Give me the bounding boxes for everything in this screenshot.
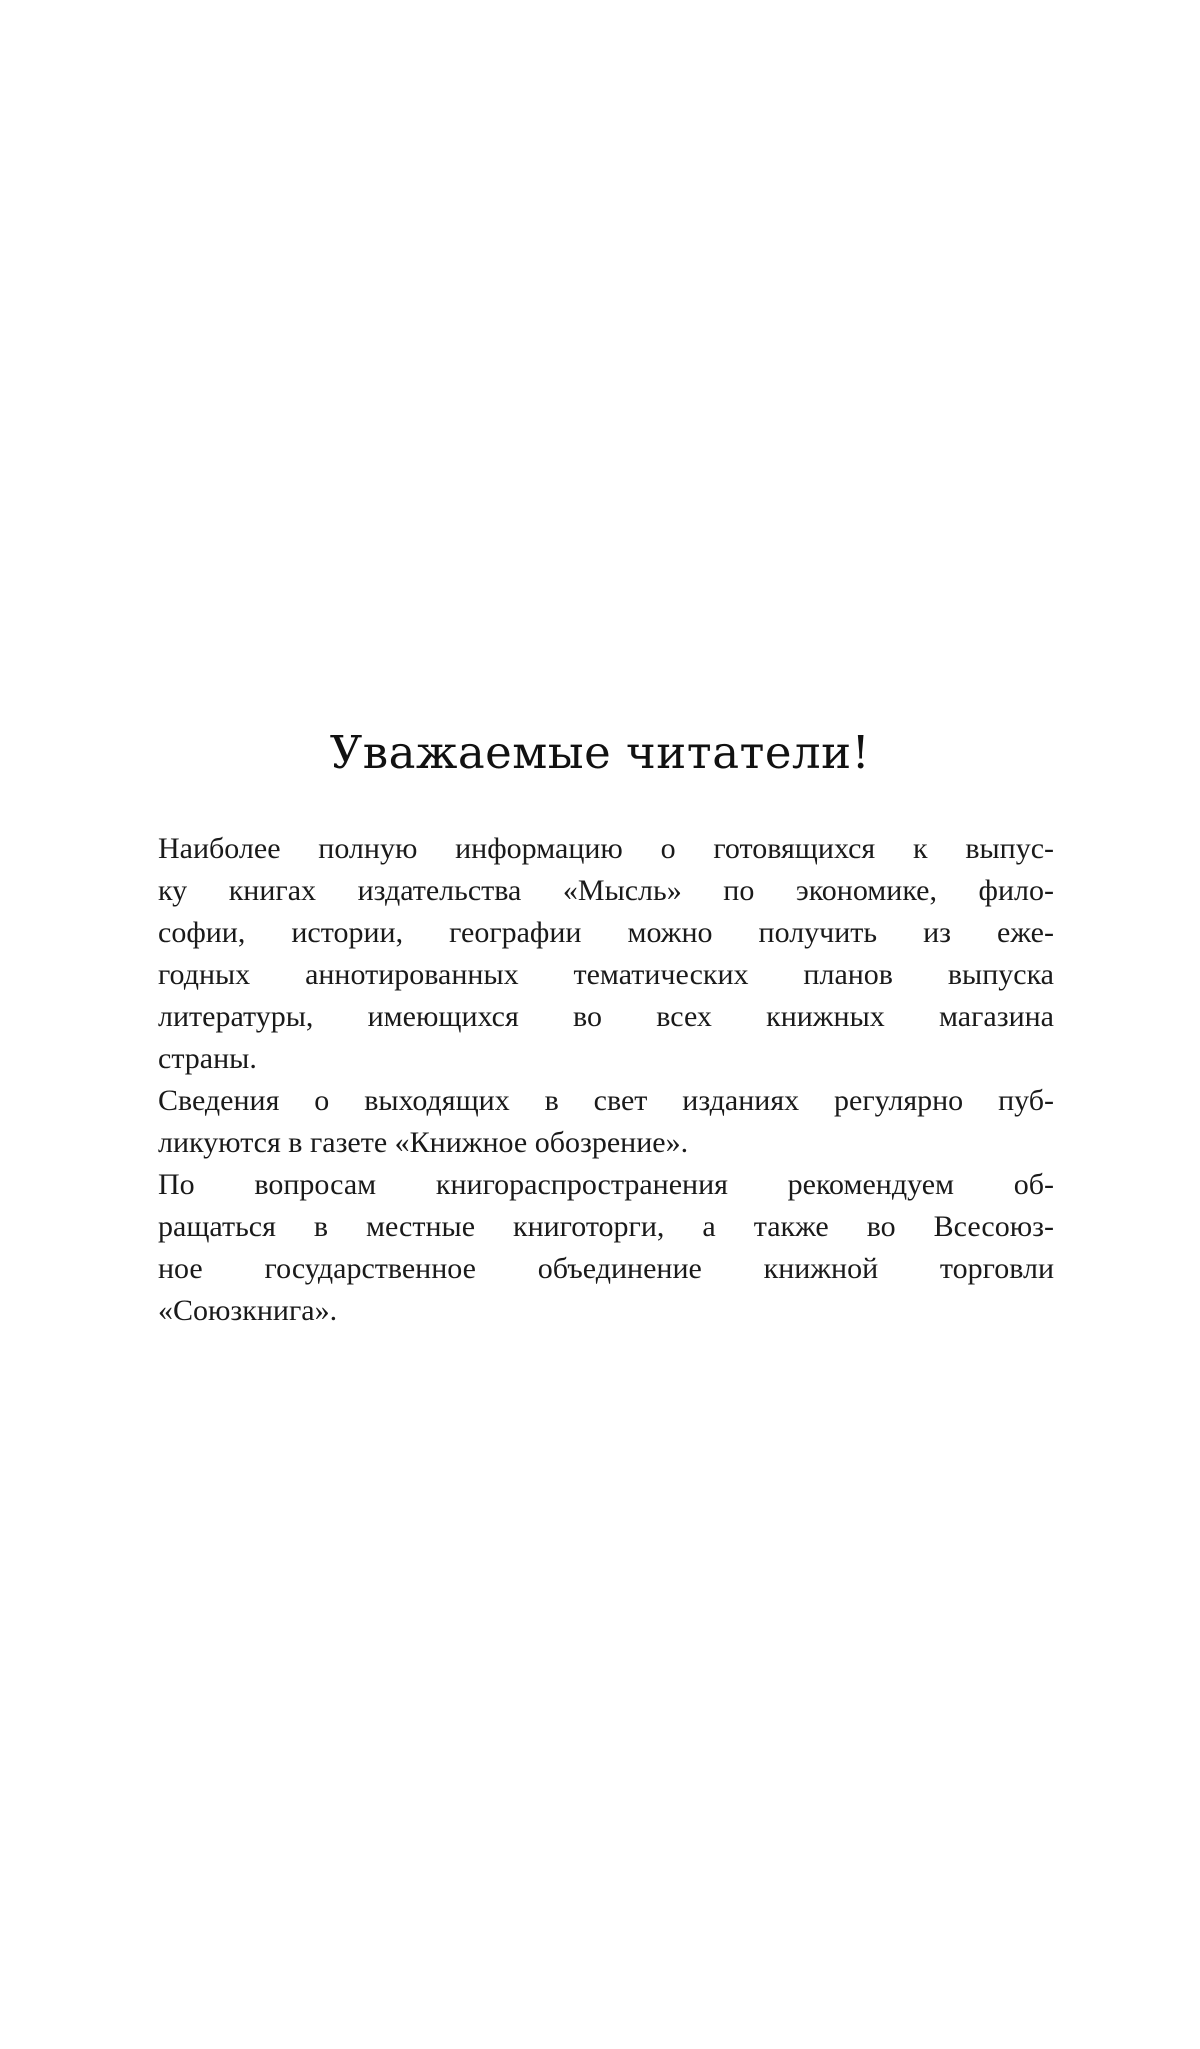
text-line: Наиболее полную информацию о готовящихся к выпус- [158, 832, 1054, 865]
text-line: Сведения о выходящих в свет изданиях регулярно пуб- [158, 1084, 1054, 1117]
paragraph-distribution [158, 1164, 1054, 1332]
text-line: литературы, имеющихся во всех книжных магазина [158, 1000, 1054, 1033]
text-line: годных аннотированных тематических планов выпуска [158, 958, 1054, 991]
text-line: софии, истории, географии можно получить из еже- [158, 916, 1054, 949]
body-text [158, 828, 1054, 1332]
text-line: ку книгах издательства «Мысль» по экономике, фило- [158, 874, 1054, 907]
page-title: Уважаемые читатели! [329, 726, 871, 779]
text-line: ное государственное объединение книжной торговли [158, 1252, 1054, 1285]
text-line: По вопросам книгораспространения рекомендуем об- [158, 1168, 1054, 1201]
text-line: ликуются в газете «Книжное обозрение». [158, 1126, 689, 1159]
paragraph-newspaper [158, 1080, 1054, 1164]
text-line: страны. [158, 1042, 257, 1075]
paragraph-readers-info [158, 828, 1054, 1080]
text-line: «Союзкнига». [158, 1294, 338, 1327]
text-line: ращаться в местные книготорги, а также во Всесоюз- [158, 1210, 1054, 1243]
